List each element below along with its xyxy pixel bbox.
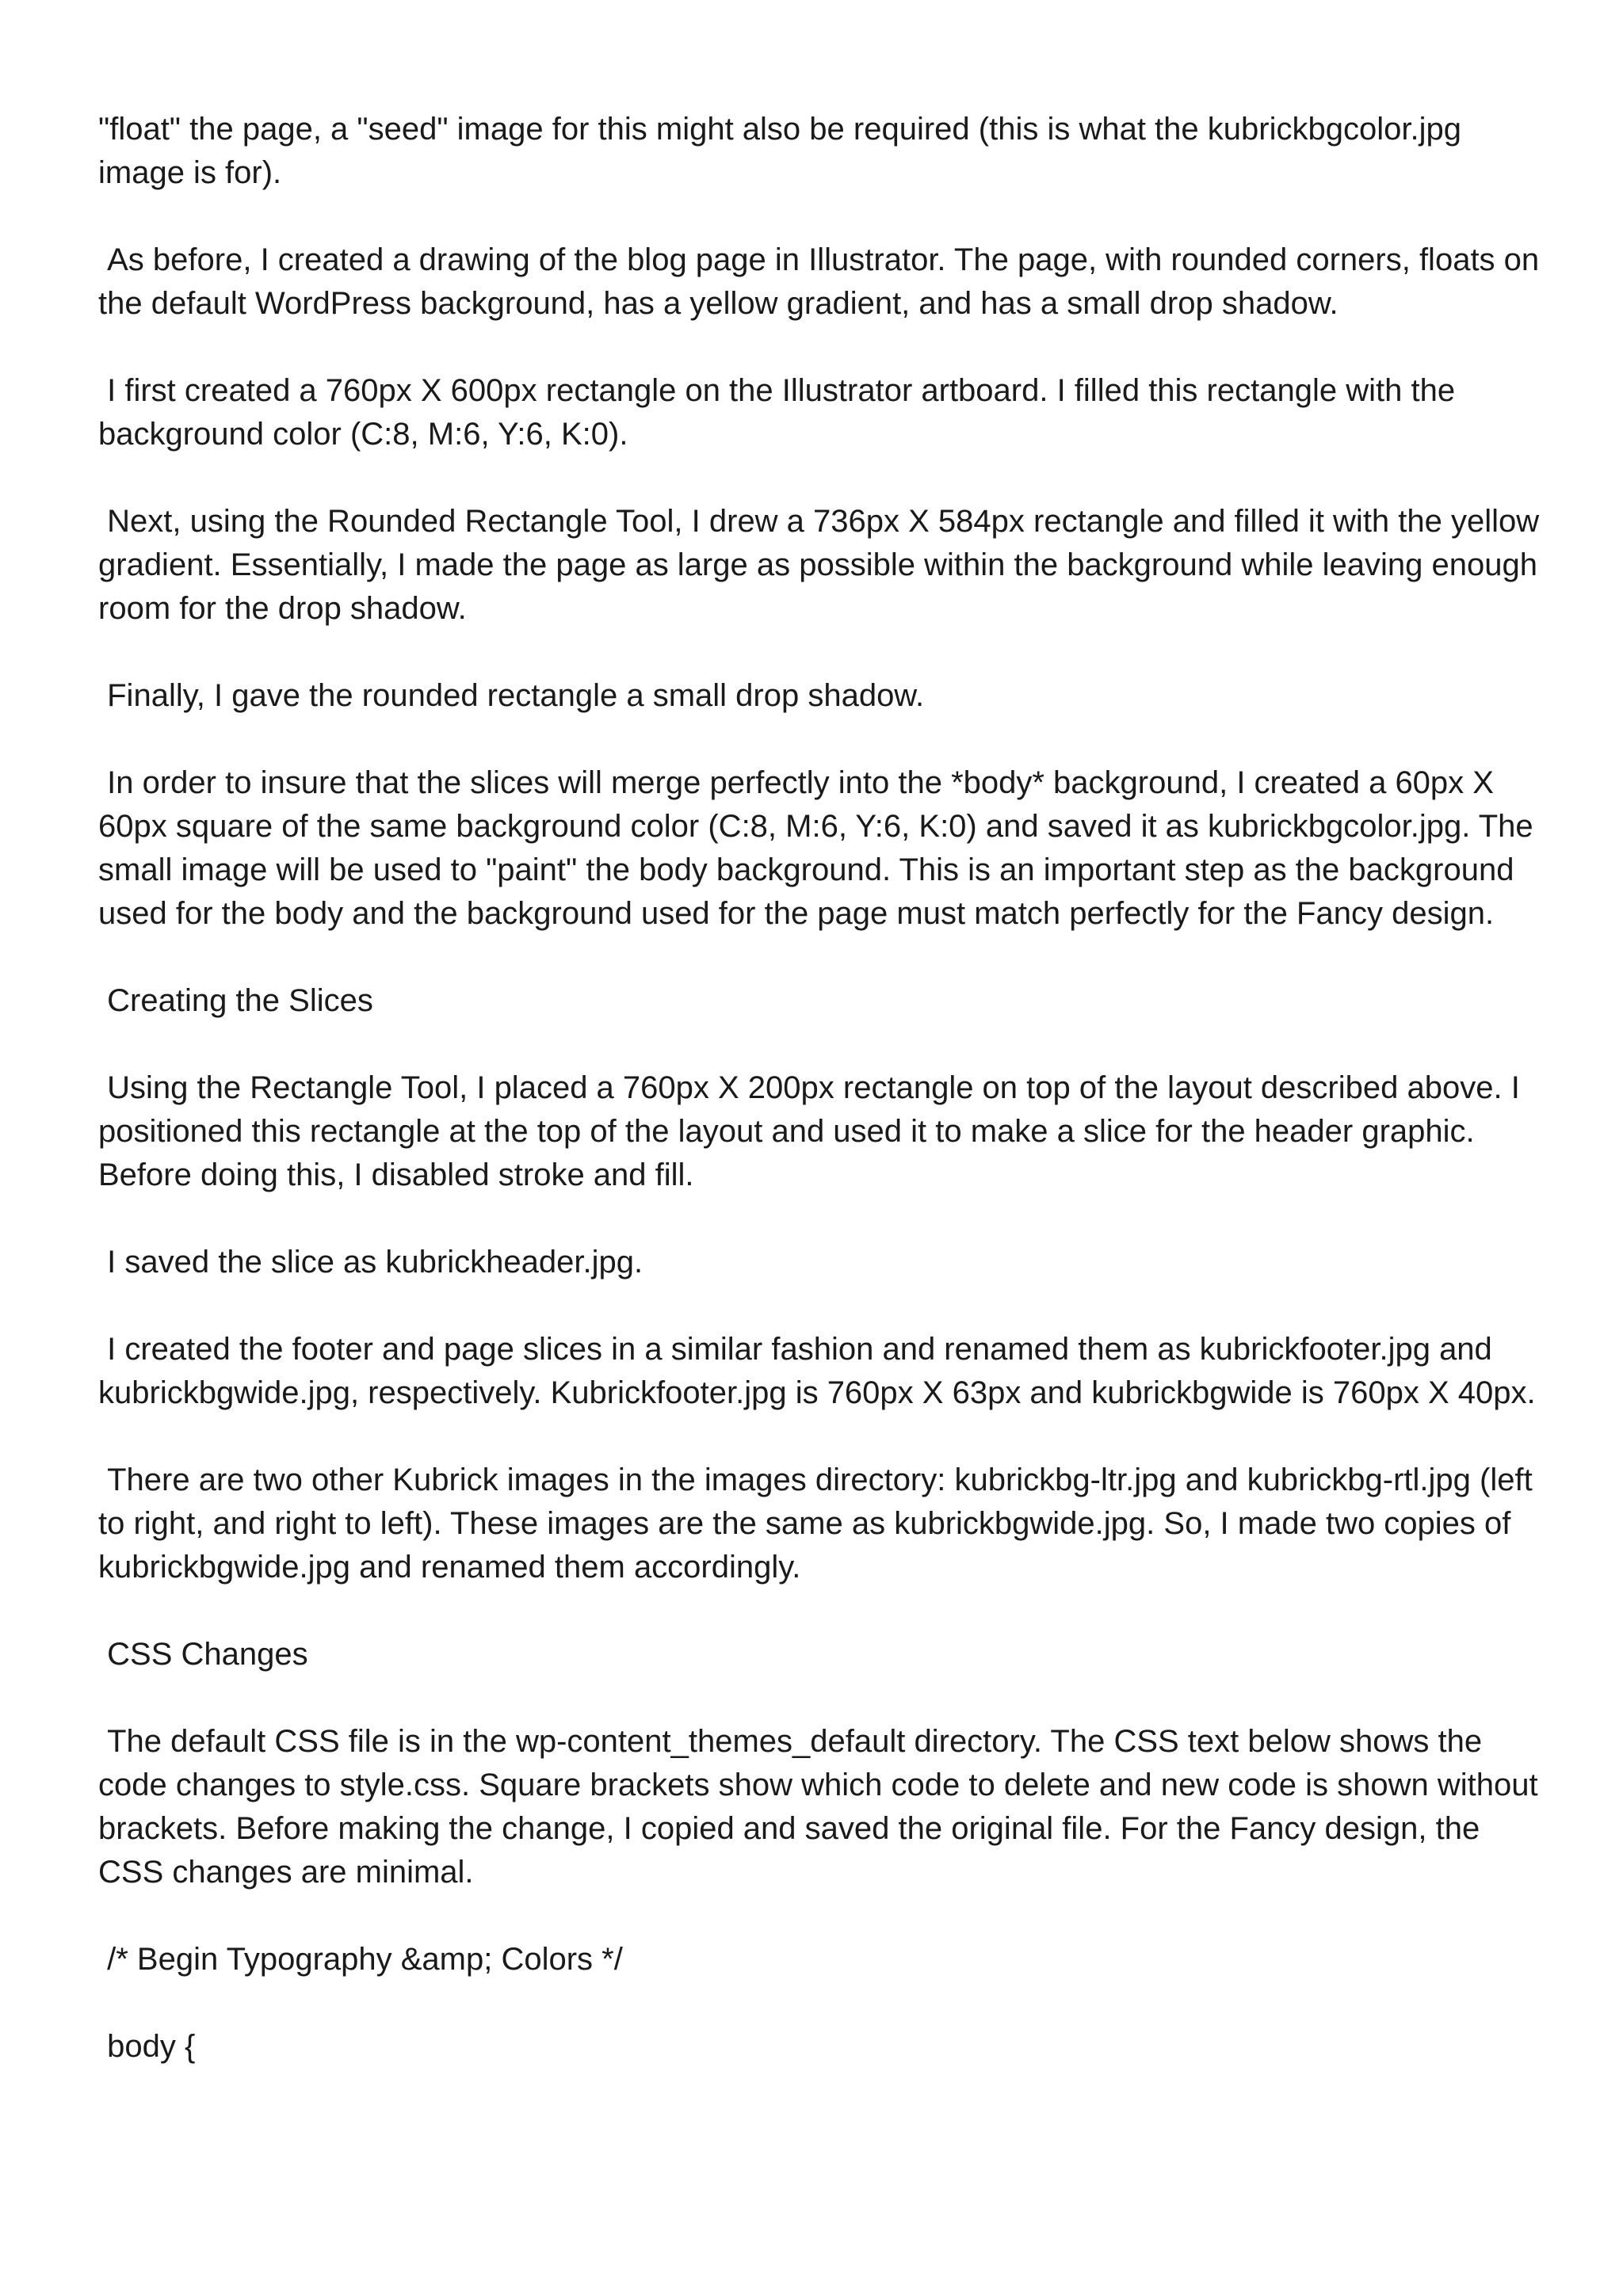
paragraph-5: Finally, I gave the rounded rectangle a small drop shadow.: [98, 678, 925, 713]
section-heading-css-changes: CSS Changes: [98, 1637, 308, 1672]
paragraph-11: The default CSS file is in the wp-content_themes_default directory. The CSS text below shows the code changes to style.css. Square brackets show which code to delete and new code is shown without brackets. Before making the change, I copied and saved the original file. For the Fancy design, the CSS changes are minimal.: [98, 1724, 1547, 1890]
paragraph-6: In order to insure that the slices will merge perfectly into the *body* background, I created a 60px X 60px square of the same background color (C:8, M:6, Y:6, K:0) and saved it as kubrickbgcolor.jpg. The small image will be used to "paint" the body background. This is an important step as the background used for the body and the background used for the page must match perfectly for the Fancy design.: [98, 765, 1542, 931]
paragraph-8: I saved the slice as kubrickheader.jpg.: [98, 1245, 643, 1280]
paragraph-7: Using the Rectangle Tool, I placed a 760px X 200px rectangle on top of the layout described above. I positioned this rectangle at the top of the layout and used it to make a slice for the header graphic. Before doing this, I disabled stroke and fill.: [98, 1070, 1529, 1192]
paragraph-4: Next, using the Rounded Rectangle Tool, I drew a 736px X 584px rectangle and filled it with the yellow gradient. Essentially, I made the page as large as possible within the background while leaving enough room for the drop shadow.: [98, 504, 1549, 626]
paragraph-9: I created the footer and page slices in a similar fashion and renamed them as kubrickfooter.jpg and kubrickbgwide.jpg, respectively. Kubrickfooter.jpg is 760px X 63px and kubrickbgwide is 760px X 40px.: [98, 1332, 1536, 1410]
paragraph-10: There are two other Kubrick images in the images directory: kubrickbg-ltr.jpg and kubrickbg-rtl.jpg (left to right, and right to left). These images are the same as kubrickbgwide.jpg. So, I made two copies of kubrickbgwide.jpg and renamed them accordingly.: [98, 1463, 1541, 1585]
code-comment: /* Begin Typography &amp; Colors */: [98, 1942, 623, 1977]
paragraph-2: As before, I created a drawing of the blog page in Illustrator. The page, with rounded corners, floats on the default WordPress background, has a yellow gradient, and has a small drop shadow.: [98, 242, 1549, 321]
paragraph-3: I first created a 760px X 600px rectangle on the Illustrator artboard. I filled this rectangle with the background color (C:8, M:6, Y:6, K:0).: [98, 373, 1465, 452]
document-body: [98, 108, 1549, 2069]
paragraph-1: "float" the page, a "seed" image for this might also be required (this is what the kubrickbgcolor.jpg image is for).: [98, 112, 1471, 190]
section-heading-creating-slices: Creating the Slices: [98, 983, 373, 1018]
code-body-selector: body {: [98, 2029, 196, 2064]
